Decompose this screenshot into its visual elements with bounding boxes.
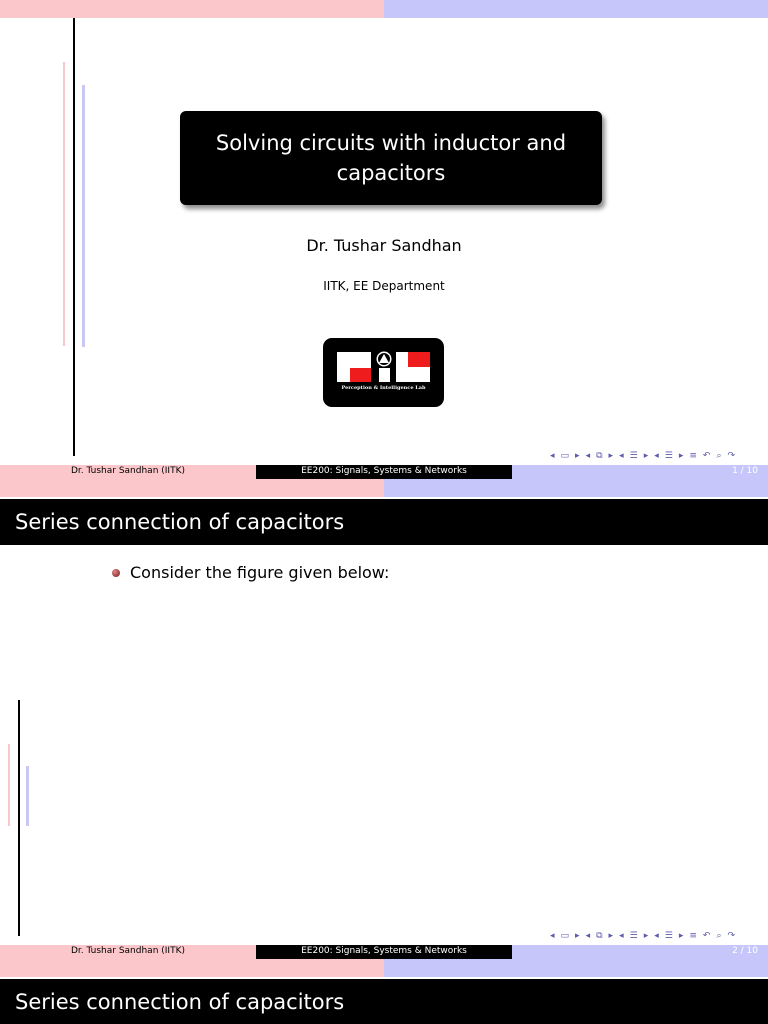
nav-left-arrow-icon[interactable]: ◂ bbox=[585, 451, 591, 461]
nav-section-icon[interactable]: ☰ bbox=[629, 931, 638, 941]
slide1-footer bbox=[0, 465, 768, 479]
nav-right-arrow-icon[interactable]: ▸ bbox=[608, 451, 614, 461]
nav-left-arrow-icon[interactable]: ◂ bbox=[585, 931, 591, 941]
nav-align-icon[interactable]: ≡ bbox=[689, 451, 697, 461]
lab-logo bbox=[323, 338, 444, 407]
slide1-top-bar-right bbox=[384, 0, 768, 18]
nav-left-arrow-icon[interactable]: ◂ bbox=[619, 451, 624, 461]
footer-author-cell bbox=[0, 465, 256, 479]
footer-page-cell bbox=[512, 945, 768, 959]
footer-author: Dr. Tushar Sandhan (IITK) bbox=[71, 946, 185, 956]
slide2-navigation[interactable] bbox=[550, 930, 735, 942]
nav-right-arrow-icon[interactable]: ▸ bbox=[643, 931, 649, 941]
nav-left-arrow-icon[interactable]: ◂ bbox=[619, 931, 624, 941]
footer-author: Dr. Tushar Sandhan (IITK) bbox=[71, 466, 185, 476]
slide2-top-band bbox=[0, 479, 768, 497]
title-box bbox=[180, 111, 602, 205]
slide3-frame-title: Series connection of capacitors bbox=[15, 990, 345, 1014]
nav-find-icon[interactable]: ⌕ bbox=[716, 451, 722, 461]
slide2-frame-title: Series connection of capacitors bbox=[15, 510, 345, 534]
slide1-top-bar-left bbox=[0, 0, 384, 18]
nav-redo-icon[interactable]: ↷ bbox=[727, 931, 736, 941]
slide3-frame-title-bar bbox=[0, 979, 768, 1024]
nav-right-arrow-icon[interactable]: ▸ bbox=[678, 451, 684, 461]
author-name: Dr. Tushar Sandhan bbox=[306, 236, 462, 255]
nav-frame-icon[interactable]: ▭ bbox=[560, 451, 570, 461]
slide1-vertical-line-lavender bbox=[82, 85, 85, 347]
nav-section-icon[interactable]: ☰ bbox=[664, 931, 673, 941]
logo-caption: Perception & Intelligence Lab bbox=[341, 385, 426, 391]
footer-course: EE200: Signals, Systems & Networks bbox=[301, 946, 467, 956]
nav-undo-icon[interactable]: ↶ bbox=[702, 451, 711, 461]
lab-logo-graphic bbox=[323, 338, 444, 407]
nav-right-arrow-icon[interactable]: ▸ bbox=[575, 931, 580, 941]
nav-left-arrow-icon[interactable]: ◂ bbox=[654, 931, 659, 941]
nav-left-arrow-icon[interactable]: ◂ bbox=[550, 931, 555, 941]
slide2-footer bbox=[0, 945, 768, 959]
nav-find-icon[interactable]: ⌕ bbox=[716, 931, 722, 941]
footer-course: EE200: Signals, Systems & Networks bbox=[301, 466, 467, 476]
slide3-top-band bbox=[0, 959, 768, 977]
nav-right-arrow-icon[interactable]: ▸ bbox=[575, 451, 580, 461]
nav-left-arrow-icon[interactable]: ◂ bbox=[550, 451, 555, 461]
slide2-vertical-line-black bbox=[18, 700, 20, 936]
nav-section-icon[interactable]: ☰ bbox=[664, 451, 673, 461]
nav-right-arrow-icon[interactable]: ▸ bbox=[643, 451, 649, 461]
nav-right-arrow-icon[interactable]: ▸ bbox=[608, 931, 614, 941]
institute: IITK, EE Department bbox=[323, 279, 445, 293]
slide2-bullet-item bbox=[112, 563, 389, 582]
bullet-icon bbox=[112, 569, 120, 577]
slide2-vertical-line-lavender bbox=[26, 766, 29, 826]
nav-subsection-icon[interactable]: ⧉ bbox=[596, 451, 603, 461]
presentation-title: Solving circuits with inductor and capacitors bbox=[215, 131, 567, 185]
slide2-bullet-text: Consider the figure given below: bbox=[130, 563, 390, 582]
slide1-navigation[interactable] bbox=[550, 450, 735, 462]
nav-redo-icon[interactable]: ↷ bbox=[727, 451, 736, 461]
nav-right-arrow-icon[interactable]: ▸ bbox=[678, 931, 684, 941]
footer-course-cell bbox=[256, 945, 512, 959]
nav-align-icon[interactable]: ≡ bbox=[689, 931, 697, 941]
nav-subsection-icon[interactable]: ⧉ bbox=[596, 931, 603, 941]
footer-page-number: 2 / 10 bbox=[732, 946, 758, 956]
footer-author-cell bbox=[0, 945, 256, 959]
slide2-frame-title-bar bbox=[0, 499, 768, 545]
footer-page-number: 1 / 10 bbox=[732, 466, 758, 476]
slide1-vertical-line-pink bbox=[63, 62, 65, 346]
footer-course-cell bbox=[256, 465, 512, 479]
nav-section-icon[interactable]: ☰ bbox=[629, 451, 638, 461]
nav-undo-icon[interactable]: ↶ bbox=[702, 931, 711, 941]
slide2-vertical-line-pink bbox=[8, 744, 10, 826]
nav-left-arrow-icon[interactable]: ◂ bbox=[654, 451, 659, 461]
nav-frame-icon[interactable]: ▭ bbox=[560, 931, 570, 941]
footer-page-cell bbox=[512, 465, 768, 479]
